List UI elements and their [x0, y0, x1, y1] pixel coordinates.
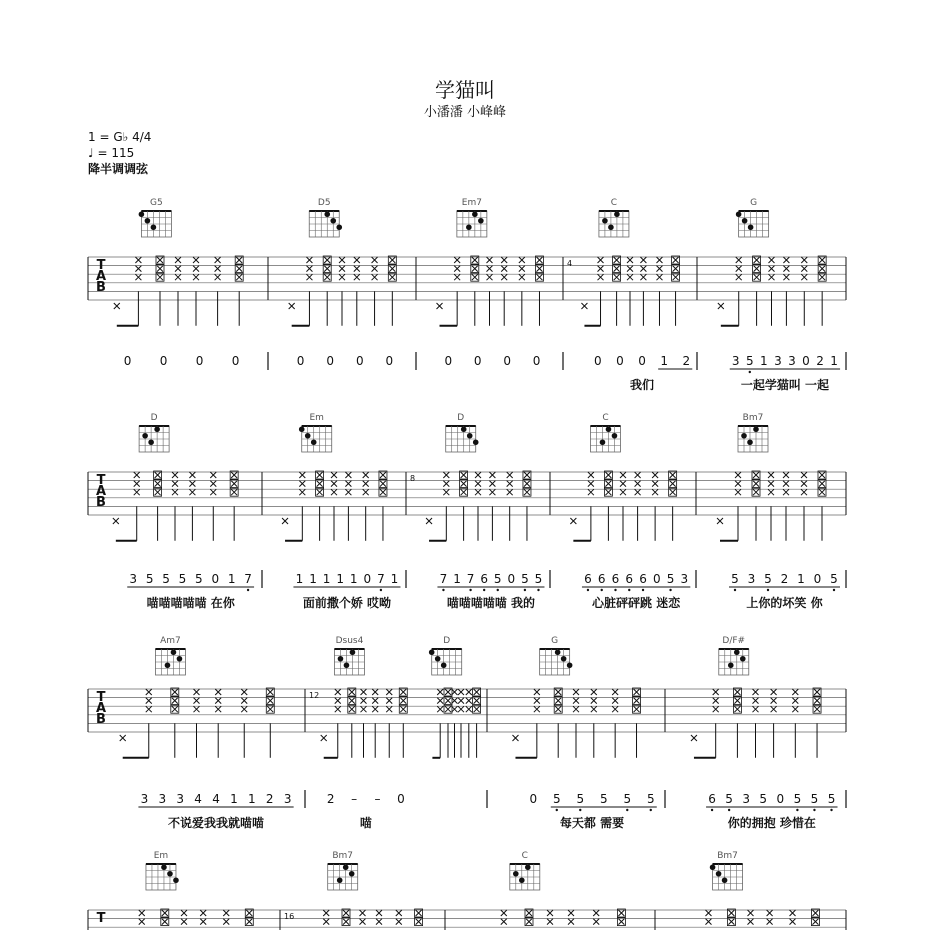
finger-dot	[441, 662, 447, 668]
finger-dot	[167, 871, 173, 877]
numbered-note: 0	[326, 354, 334, 368]
numbered-note: 7	[377, 572, 385, 586]
octave-dot	[469, 589, 471, 591]
finger-dot	[612, 433, 618, 439]
finger-dot	[741, 433, 747, 439]
numbered-note: 0	[473, 354, 482, 368]
chord-diagram	[139, 198, 172, 237]
chord-diagram	[710, 851, 743, 890]
chord-diagram	[590, 413, 620, 452]
finger-dot	[467, 433, 473, 439]
numbered-note: 5	[195, 572, 203, 586]
finger-dot	[525, 864, 531, 870]
tab-clef-letter: B	[96, 495, 106, 510]
chord-name: D5	[317, 198, 331, 208]
measure	[139, 909, 254, 926]
chord-name: C	[521, 851, 528, 861]
numbered-note: 0	[363, 572, 372, 586]
numbered-note: 7	[466, 572, 475, 586]
numbered-note: 0	[503, 354, 511, 368]
numbered-note: 5	[759, 792, 768, 806]
numbered-note: 6	[639, 572, 647, 586]
finger-dot	[473, 439, 479, 445]
finger-dot	[747, 439, 753, 445]
finger-dot	[330, 218, 336, 224]
chord-diagram	[540, 636, 573, 675]
numbered-note: 1	[660, 354, 668, 368]
octave-dot	[711, 809, 713, 811]
lyric-line: 喵	[359, 816, 372, 830]
numbered-note: 1	[349, 572, 358, 586]
numbered-note: 1	[830, 354, 838, 368]
lyric-line: 上你的坏笑 你	[746, 596, 823, 610]
numbered-note: 0	[385, 354, 394, 368]
finger-dot	[710, 864, 716, 870]
chord-name: Bm7	[332, 851, 354, 861]
numbered-note: 3	[176, 792, 185, 806]
numbered-note: 5	[764, 572, 772, 586]
lyric-line: 面前撒个娇 哎呦	[302, 596, 392, 610]
numbered-note: 4	[194, 792, 202, 806]
finger-dot	[350, 649, 356, 655]
numbered-note: 5	[745, 354, 754, 368]
numbered-note: 0	[638, 354, 646, 368]
chord-name: Am7	[160, 636, 181, 646]
bar-number: 8	[410, 474, 416, 483]
chord-diagram	[328, 851, 358, 890]
bar-number: 12	[309, 691, 320, 700]
finger-dot	[513, 871, 519, 877]
numbered-note: 1	[322, 572, 331, 586]
measure	[705, 909, 819, 926]
numbered-note: 1	[453, 572, 461, 586]
lyric-line: 喵喵喵喵喵 在你	[146, 596, 235, 610]
tab-clef-letter: A	[95, 701, 107, 716]
chord-name: C	[610, 198, 618, 208]
chord-name: G5	[150, 198, 163, 208]
tab-clef-letter: B	[96, 712, 106, 727]
octave-dot	[537, 589, 539, 591]
octave-dot	[669, 589, 671, 591]
numbered-note: 0	[616, 354, 624, 368]
lyric-line: 一起学猫叫 一起	[740, 378, 830, 392]
numbered-note: 5	[521, 572, 529, 586]
measure	[717, 471, 840, 610]
measure	[282, 471, 400, 610]
numbered-note: 5	[827, 792, 836, 806]
finger-dot	[734, 649, 740, 655]
finger-dot	[343, 864, 349, 870]
finger-dot	[299, 426, 305, 432]
finger-dot	[154, 426, 160, 432]
lyric-line: 你的拥抱 珍惜在	[727, 816, 816, 830]
numbered-note: 1	[230, 792, 238, 806]
finger-dot	[466, 224, 472, 230]
numbered-note: 3	[788, 354, 796, 368]
chord-name: G	[551, 636, 559, 646]
octave-dot	[601, 589, 603, 591]
tab-clef-letter: A	[95, 269, 107, 284]
finger-dot	[161, 864, 167, 870]
numbered-note: 0	[532, 354, 541, 368]
numbered-note: 2	[682, 354, 691, 368]
finger-dot	[722, 877, 728, 883]
chord-diagram	[155, 636, 185, 675]
finger-dot	[165, 662, 171, 668]
measure	[113, 471, 254, 610]
chord-name: D	[457, 413, 465, 423]
numbered-note: 2	[816, 354, 824, 368]
numbered-note: 4	[212, 792, 220, 806]
octave-dot	[614, 589, 616, 591]
numbered-note: 5	[145, 572, 154, 586]
numbered-note: 6	[480, 572, 488, 586]
numbered-note: 1	[390, 572, 399, 586]
octave-dot	[483, 589, 485, 591]
numbered-note: 0	[776, 792, 785, 806]
chord-name: Em	[309, 413, 324, 423]
tab-clef-letter: T	[96, 911, 106, 926]
numbered-note: 1	[797, 572, 805, 586]
numbered-note: 2	[265, 792, 274, 806]
numbered-note: 6	[611, 572, 620, 586]
measure	[691, 688, 838, 830]
finger-dot	[305, 433, 311, 439]
numbered-note: –	[351, 792, 358, 806]
numbered-note: 2	[780, 572, 789, 586]
numbered-note: 3	[774, 354, 782, 368]
finger-dot	[472, 211, 478, 217]
octave-dot	[642, 589, 644, 591]
numbered-note: 3	[129, 572, 138, 586]
finger-dot	[606, 426, 612, 432]
octave-dot	[728, 809, 730, 811]
measure	[114, 256, 243, 368]
octave-dot	[734, 589, 736, 591]
octave-dot	[650, 809, 652, 811]
finger-dot	[608, 224, 614, 230]
measure	[437, 256, 544, 368]
chord-name: D	[443, 636, 451, 646]
octave-dot	[833, 589, 835, 591]
finger-dot	[145, 218, 151, 224]
chord-name: D	[150, 413, 158, 423]
finger-dot	[716, 871, 722, 877]
octave-dot	[628, 589, 630, 591]
finger-dot	[324, 211, 330, 217]
numbered-note: 5	[725, 792, 733, 806]
measure	[718, 256, 840, 392]
numbered-note: 1	[248, 792, 256, 806]
finger-dot	[561, 656, 567, 662]
finger-dot	[151, 224, 157, 230]
numbered-note: 6	[708, 792, 716, 806]
chord-diagram	[334, 636, 364, 675]
numbered-note: –	[374, 792, 381, 806]
finger-dot	[555, 649, 561, 655]
numbered-note: 5	[810, 792, 819, 806]
tab-clef-letter: B	[96, 280, 106, 295]
numbered-note: 5	[178, 572, 187, 586]
numbered-note: 3	[283, 792, 292, 806]
chord-diagram	[299, 413, 332, 452]
tab-clef-letter: T	[96, 258, 106, 273]
numbered-note: 0	[211, 572, 220, 586]
numbered-note: 3	[747, 572, 756, 586]
song-title: 学猫叫	[435, 78, 495, 102]
numbered-note: 7	[244, 572, 252, 586]
numbered-note: 0	[296, 354, 305, 368]
finger-dot	[139, 211, 145, 217]
numbered-note: 0	[195, 354, 204, 368]
finger-dot	[349, 871, 355, 877]
numbered-note: 3	[140, 792, 149, 806]
numbered-note: 5	[599, 792, 608, 806]
chord-diagram	[446, 413, 479, 452]
finger-dot	[338, 656, 344, 662]
octave-dot	[247, 589, 249, 591]
numbered-note: 0	[507, 572, 516, 586]
finger-dot	[742, 218, 748, 224]
numbered-note: 1	[336, 572, 344, 586]
numbered-note: 0	[231, 354, 240, 368]
numbered-note: 0	[652, 572, 661, 586]
finger-dot	[173, 877, 179, 883]
lyric-line: 心脏砰砰跳 迷恋	[592, 596, 681, 610]
numbered-note: 5	[493, 572, 502, 586]
finger-dot	[600, 439, 606, 445]
numbered-note: 0	[355, 354, 364, 368]
numbered-note: 3	[742, 792, 751, 806]
numbered-note: 0	[159, 354, 168, 368]
numbered-note: 0	[123, 354, 132, 368]
octave-dot	[556, 809, 558, 811]
numbered-note: 1	[760, 354, 768, 368]
octave-dot	[524, 589, 526, 591]
chord-name: Bm7	[742, 413, 764, 423]
octave-dot	[442, 589, 444, 591]
measure	[120, 688, 294, 830]
song-artists: 小潘潘 小峰峰	[423, 105, 507, 120]
chord-diagram	[429, 636, 462, 675]
octave-dot	[579, 809, 581, 811]
finger-dot	[336, 224, 342, 230]
finger-dot	[337, 877, 343, 883]
lyric-line: 我们	[630, 378, 655, 392]
chord-diagram	[719, 636, 749, 675]
numbered-note: 6	[584, 572, 592, 586]
octave-dot	[767, 589, 769, 591]
chord-name: Em	[153, 851, 169, 861]
numbered-note: 0	[813, 572, 822, 586]
numbered-note: 5	[576, 792, 585, 806]
tab-system	[88, 471, 846, 610]
tab-system	[88, 256, 846, 392]
lyric-line: 喵喵喵喵喵 我的	[446, 596, 536, 610]
octave-dot	[813, 809, 815, 811]
tab-system	[88, 688, 846, 830]
numbered-note: 0	[529, 792, 538, 806]
numbered-note: 5	[646, 792, 655, 806]
octave-dot	[380, 589, 382, 591]
numbered-note: 5	[623, 792, 632, 806]
tab-system	[88, 909, 846, 930]
numbered-note: 2	[326, 792, 335, 806]
chord-diagram	[599, 198, 629, 237]
finger-dot	[567, 662, 573, 668]
numbered-note: 5	[162, 572, 170, 586]
chord-name: G	[750, 198, 758, 208]
numbered-note: 0	[594, 354, 602, 368]
chord-diagram	[510, 851, 540, 890]
octave-dot	[796, 809, 798, 811]
octave-dot	[497, 589, 499, 591]
octave-dot	[626, 809, 628, 811]
numbered-note: 5	[731, 572, 739, 586]
finger-dot	[753, 426, 759, 432]
finger-dot	[748, 224, 754, 230]
measure	[567, 256, 692, 392]
measure	[410, 471, 544, 610]
finger-dot	[344, 662, 350, 668]
numbered-note: 5	[534, 572, 543, 586]
finger-dot	[478, 218, 484, 224]
octave-dot	[749, 371, 751, 373]
finger-dot	[148, 439, 154, 445]
chord-diagram	[309, 198, 342, 237]
finger-dot	[311, 439, 317, 445]
numbered-note: 6	[625, 572, 634, 586]
numbered-note: 5	[552, 792, 561, 806]
measure	[289, 256, 397, 368]
chord-diagram	[738, 413, 768, 452]
numbered-note: 6	[597, 572, 606, 586]
numbered-note: 1	[309, 572, 317, 586]
chord-name: D/F#	[722, 636, 746, 646]
finger-dot	[429, 649, 435, 655]
chord-name: Dsus4	[335, 636, 364, 646]
numbered-note: 1	[227, 572, 236, 586]
numbered-note: 0	[802, 354, 810, 368]
numbered-note: 5	[793, 792, 802, 806]
finger-dot	[740, 656, 746, 662]
finger-dot	[435, 656, 441, 662]
chord-diagram	[146, 851, 179, 890]
measure	[309, 688, 407, 830]
finger-dot	[177, 656, 183, 662]
bar-number: 16	[284, 912, 295, 921]
lyric-line: 不说爱我我就喵喵	[168, 816, 265, 830]
tempo-marking: ♩ = 115	[88, 146, 135, 160]
finger-dot	[171, 649, 177, 655]
finger-dot	[602, 218, 608, 224]
finger-dot	[142, 433, 148, 439]
finger-dot	[461, 426, 467, 432]
numbered-note: 0	[444, 354, 453, 368]
numbered-note: 0	[397, 792, 405, 806]
chord-diagram	[139, 413, 169, 452]
tab-clef-letter: A	[95, 484, 107, 499]
lyric-line: 每天都 需要	[559, 816, 625, 830]
tab-clef-letter: T	[96, 473, 106, 488]
numbered-note: 3	[680, 572, 689, 586]
numbered-note: 5	[830, 572, 838, 586]
finger-dot	[728, 662, 734, 668]
numbered-note: 1	[295, 572, 304, 586]
numbered-note: 5	[666, 572, 675, 586]
bar-number: 4	[567, 259, 573, 268]
chord-name: Bm7	[717, 851, 738, 861]
chord-name: Em7	[461, 198, 482, 208]
measure	[501, 909, 626, 926]
chord-diagram	[736, 198, 769, 237]
numbered-note: 7	[439, 572, 448, 586]
tuning-note: 降半调调弦	[88, 162, 149, 176]
chord-diagram	[457, 198, 487, 237]
octave-dot	[830, 809, 832, 811]
measure	[432, 688, 480, 758]
tab-clef-letter: T	[96, 690, 106, 705]
finger-dot	[519, 877, 525, 883]
octave-dot	[587, 589, 589, 591]
measure	[512, 688, 656, 830]
numbered-note: 3	[731, 354, 740, 368]
chord-name: C	[602, 413, 609, 423]
finger-dot	[614, 211, 620, 217]
measure	[284, 909, 423, 926]
key-signature: 1 = G♭ 4/4	[88, 130, 152, 144]
numbered-note: 3	[158, 792, 167, 806]
measure	[570, 471, 690, 610]
finger-dot	[736, 211, 742, 217]
